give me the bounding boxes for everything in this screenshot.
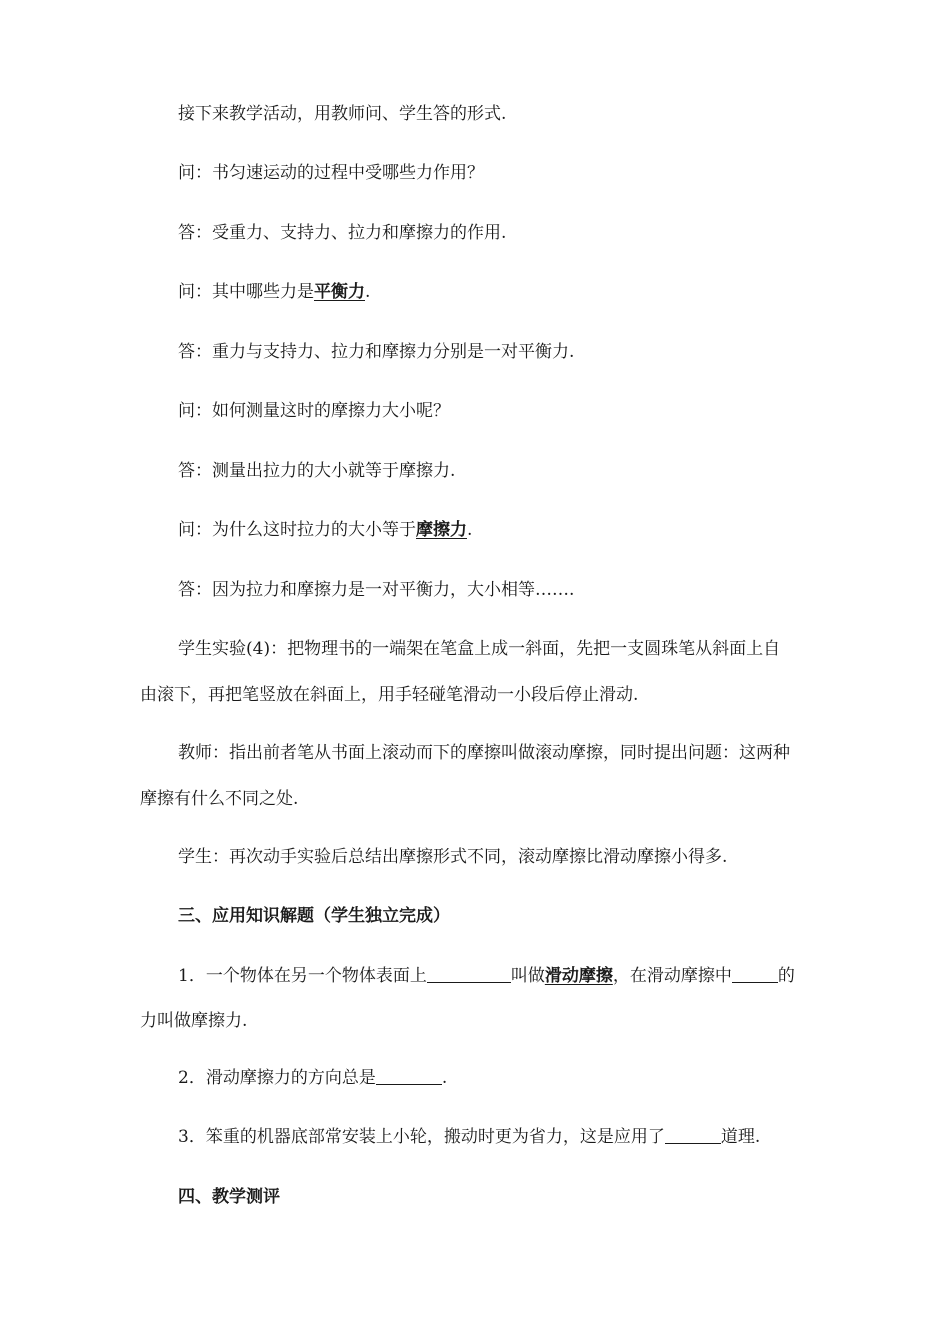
question-2-text: 问：其中哪些力是 bbox=[178, 282, 314, 302]
question-4 bbox=[178, 518, 870, 542]
answer-3: 答：测量出拉力的大小就等于摩擦力. bbox=[178, 461, 456, 481]
exercise-1-text-a: 1．一个物体在另一个物体表面上 bbox=[178, 966, 427, 986]
exercise-2-text: 2．滑动摩擦力的方向总是 bbox=[178, 1068, 376, 1088]
experiment-line-1: 学生实验(4)：把物理书的一端架在笔盒上成一斜面，先把一支圆珠笔从斜面上自 bbox=[178, 639, 781, 659]
exercise-1-blank-2[interactable] bbox=[732, 966, 778, 983]
question-4-end: . bbox=[467, 520, 473, 540]
exercise-1-line-1 bbox=[178, 964, 870, 988]
exercise-1-blank-1[interactable] bbox=[427, 966, 511, 983]
experiment-line-2: 由滚下，再把笔竖放在斜面上，用手轻碰笔滑动一小段后停止滑动. bbox=[140, 685, 639, 705]
teacher-line-2: 摩擦有什么不同之处. bbox=[140, 789, 299, 809]
exercise-2-end: . bbox=[441, 1068, 448, 1088]
exercise-2 bbox=[178, 1066, 870, 1090]
question-1: 问：书匀速运动的过程中受哪些力作用？ bbox=[178, 163, 484, 183]
exercise-3-text: 3．笨重的机器底部常安装上小轮，搬动时更为省力，这是应用了 bbox=[178, 1127, 665, 1147]
exercise-3-end: 道理. bbox=[720, 1127, 761, 1147]
question-2 bbox=[178, 280, 870, 304]
section-heading-3: 三、应用知识解题（学生独立完成） bbox=[178, 906, 450, 926]
section-heading-4: 四、教学测评 bbox=[178, 1187, 280, 1207]
answer-2: 答：重力与支持力、拉力和摩擦力分别是一对平衡力. bbox=[178, 342, 575, 362]
answer-4: 答：因为拉力和摩擦力是一对平衡力，大小相等……. bbox=[178, 580, 575, 600]
term-balanced-force: 平衡力 bbox=[314, 282, 365, 302]
student-conclusion: 学生：再次动手实验后总结出摩擦形式不同，滚动摩擦比滑动摩擦小得多. bbox=[178, 847, 728, 867]
intro-paragraph: 接下来教学活动，用教师问、学生答的形式. bbox=[178, 104, 507, 124]
exercise-3 bbox=[178, 1125, 870, 1149]
question-2-end: . bbox=[365, 282, 371, 302]
term-friction: 摩擦力 bbox=[416, 520, 467, 540]
answer-1: 答：受重力、支持力、拉力和摩擦力的作用. bbox=[178, 223, 507, 243]
teacher-line-1: 教师：指出前者笔从书面上滚动而下的摩擦叫做滚动摩擦，同时提出问题：这两种 bbox=[178, 743, 790, 763]
exercise-1-text-d: 的 bbox=[777, 966, 795, 986]
exercise-1-line-2: 力叫做摩擦力. bbox=[140, 1011, 248, 1031]
question-4-text: 问：为什么这时拉力的大小等于 bbox=[178, 520, 416, 540]
exercise-3-blank[interactable] bbox=[665, 1127, 721, 1144]
exercise-2-blank[interactable] bbox=[376, 1068, 442, 1085]
term-sliding-friction: 滑动摩擦 bbox=[544, 966, 613, 986]
question-3: 问：如何测量这时的摩擦力大小呢？ bbox=[178, 401, 450, 421]
exercise-1-text-b: 叫做 bbox=[510, 966, 545, 986]
exercise-1-text-c: ，在滑动摩擦中 bbox=[612, 966, 732, 986]
